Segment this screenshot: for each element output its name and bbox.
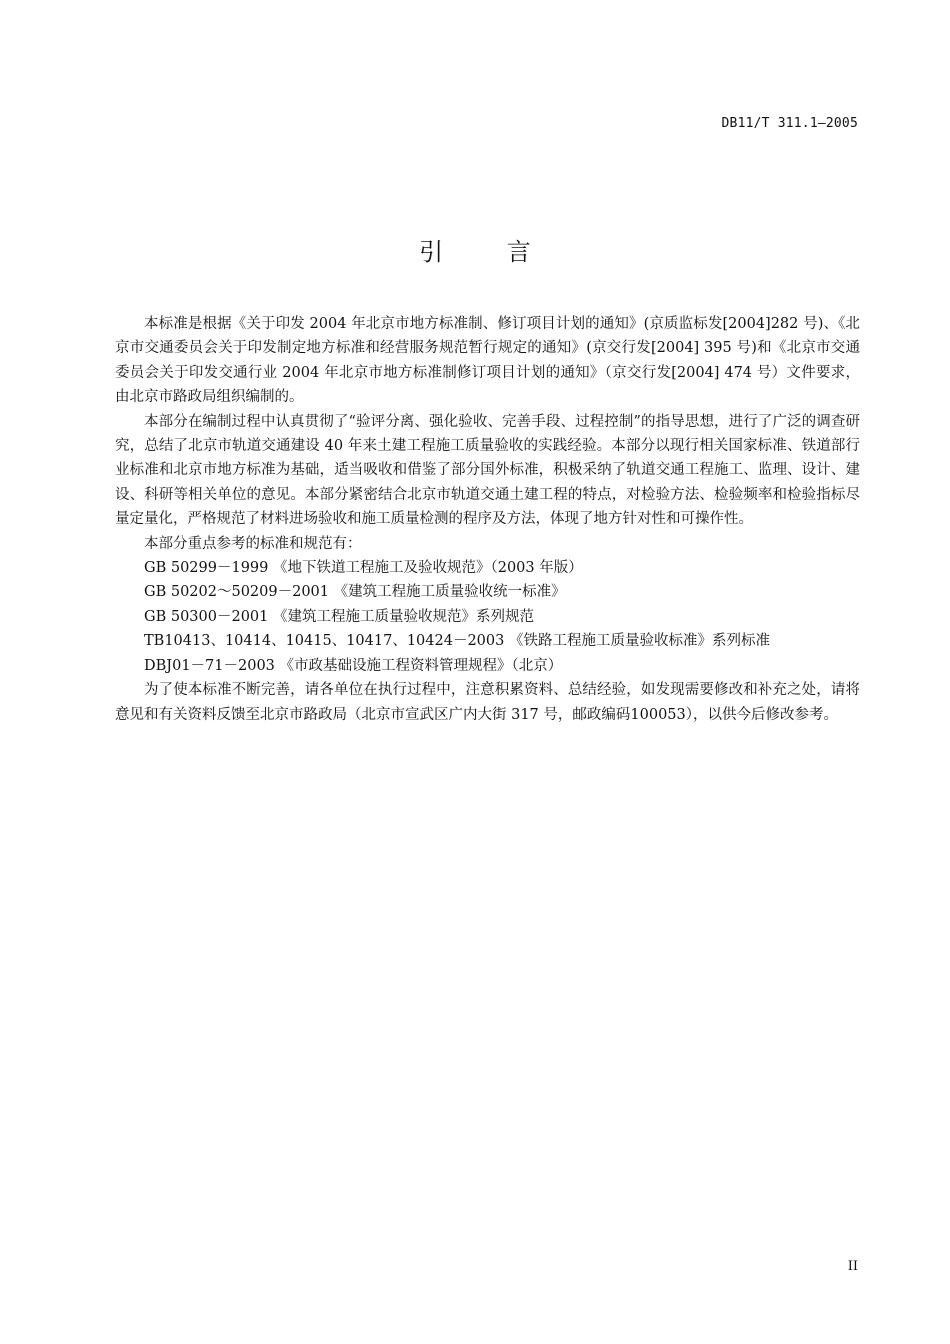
reference-item: TB10413、10414、10415、10417、10424－2003 《铁路工程施工质量验收标准》系列标准 <box>144 633 770 650</box>
paragraph-compilation: 本部分在编制过程中认真贯彻了“验评分离、强化验收、完善手段、过程控制”的指导思想，进行了广泛的调查研究，总结了北京市轨道交通建设 40 年来土建工程施工质量验收的实践经验。本部分以现行相关国家标准、铁道部行业标准和北京市地方标准为基础，适当吸收和借鉴了部分国外标准，积极采纳了轨道交通工程施工、监理、设计、建设、科研等相关单位的意见。本部分紧密结合北京市轨道交通土建工程的特点，对检验方法、检验频率和检验指标尽量定量化，严格规范了材料进场验收和施工质量检测的程序及方法，体现了地方针对性和可操作性。 <box>115 413 860 528</box>
reference-item: DBJ01－71－2003 《市政基础设施工程资料管理规程》（北京） <box>144 657 563 674</box>
reference-item: GB 50299－1999 《地下铁道工程施工及验收规范》（2003 年版） <box>144 560 583 577</box>
page-number: II <box>847 1259 858 1274</box>
reference-item: GB 50300－2001 《建筑工程施工质量验收规范》系列规范 <box>144 608 534 625</box>
document-body <box>115 312 860 727</box>
paragraph-basis: 本标准是根据《关于印发 2004 年北京市地方标准制、修订项目计划的通知》(京质监标发[2004]282 号)、《北京市交通委员会关于印发制定地方标准和经营服务规范暂行规定的通知》(京交行发[2004] 395 号)和《北京市交通委员会关于印发交通行业 2004 年北京市地方标准制修订项目计划的通知》（京交行发[2004] 474 号）文件要求，由北京市路政局组织编制的。 <box>115 316 860 406</box>
reference-item: GB 50202～50209－2001 《建筑工程施工质量验收统一标准》 <box>144 584 566 601</box>
paragraph-references-intro: 本部分重点参考的标准和规范有： <box>144 535 362 552</box>
paragraph-closing: 为了使本标准不断完善，请各单位在执行过程中，注意积累资料、总结经验，如发现需要修改和补充之处，请将意见和有关资料反馈至北京市路政局（北京市宣武区广内大街 317 号，邮政编码100053），以供今后修改参考。 <box>115 682 860 723</box>
page-title: 引 言 <box>419 238 559 266</box>
document-code: DB11/T 311.1—2005 <box>721 116 858 131</box>
